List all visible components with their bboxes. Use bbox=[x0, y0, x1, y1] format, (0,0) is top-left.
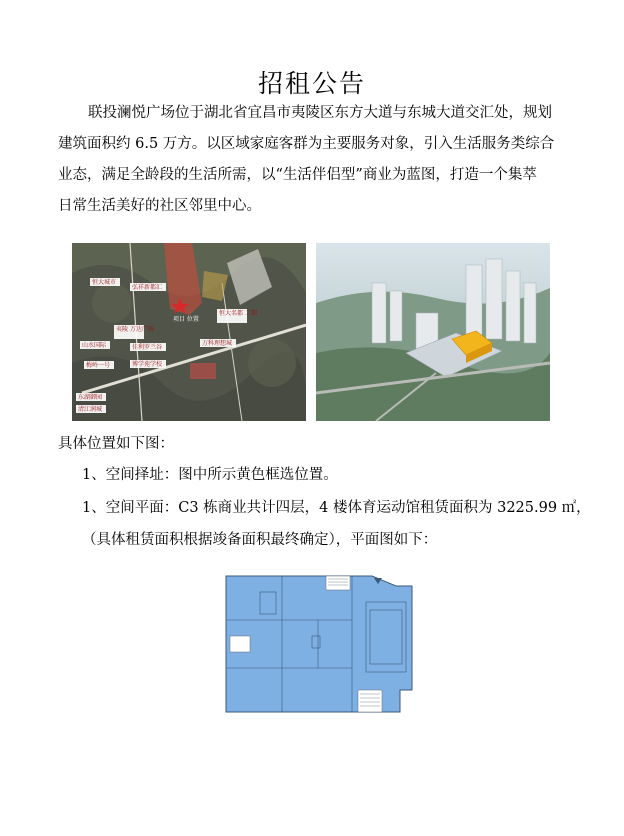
location-heading: 具体位置如下图： bbox=[58, 436, 174, 452]
map-label-project: 项目 位置 bbox=[173, 316, 199, 323]
map-label: 东湖御园 bbox=[78, 394, 103, 401]
intro-line-4: 日常生活美好的社区邻里中心。 bbox=[58, 198, 261, 214]
map-label: 佳利罗兰谷 bbox=[132, 344, 163, 351]
intro-line-1: 联投澜悦广场位于湖北省宜昌市夷陵区东方大道与东城大道交汇处，规划 bbox=[88, 105, 552, 121]
map-label: 山水国际 bbox=[82, 342, 107, 349]
item-area-note: （具体租赁面积根据竣备面积最终确定），平面图如下： bbox=[82, 532, 438, 548]
map-label: 清江润城 bbox=[78, 406, 103, 413]
intro-paragraph bbox=[58, 98, 566, 222]
floor-plan-image bbox=[222, 572, 418, 718]
page-title: 招租公告 bbox=[257, 69, 366, 98]
map-label: 梅岭一号 bbox=[86, 362, 111, 369]
intro-line-3: 业态，满足全龄段的生活所需，以“生活伴侣型”商业为蓝图，打造一个集萃 bbox=[58, 167, 537, 183]
map-label: 博学苑学校 bbox=[132, 361, 163, 368]
item-site-selection: 1、空间择址：图中所示黄色框选位置。 bbox=[82, 467, 338, 483]
intro-line-2: 建筑面积约 6.5 万方。以区域家庭客群为主要服务对象，引入生活服务类综合 bbox=[58, 136, 555, 152]
map-label: 恒大城市 bbox=[92, 279, 117, 286]
map-label: 恒大名都 二期 bbox=[219, 310, 257, 317]
aerial-rendering-image bbox=[316, 243, 550, 421]
item-space-plan: 1、空间平面：C3 栋商业共计四层，4 楼体育运动馆租赁面积为 3225.99 ㎡， bbox=[82, 500, 591, 516]
map-label: 万科理想城 bbox=[202, 340, 233, 347]
map-label: 弘祥新都汇 bbox=[132, 284, 163, 291]
location-map-image bbox=[72, 243, 306, 421]
map-label: 夷陵 万达广场 bbox=[116, 326, 154, 333]
